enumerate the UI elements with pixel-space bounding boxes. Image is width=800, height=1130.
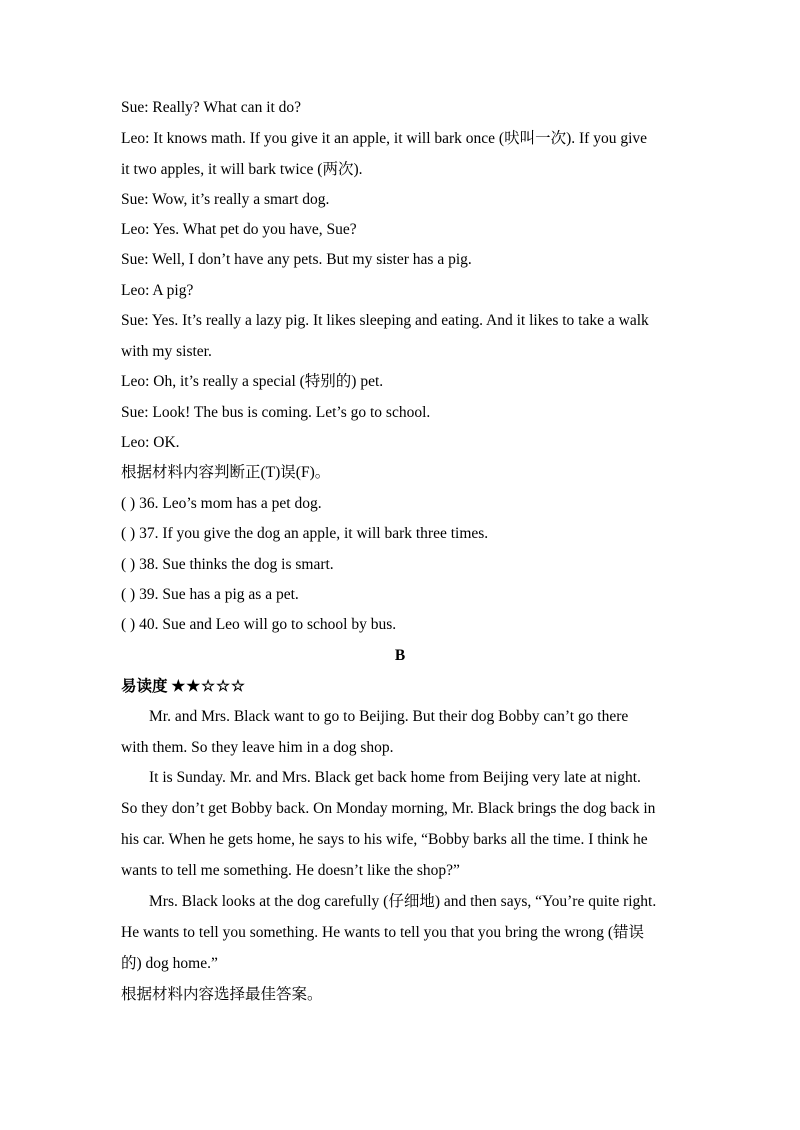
difficulty-label: 易读度 bbox=[121, 678, 168, 695]
passage-line: his car. When he gets home, he says to his wife, “Bobby barks all the time. I think he bbox=[121, 831, 648, 848]
dialogue-line: Sue: Well, I don’t have any pets. But my sister has a pig. bbox=[121, 251, 472, 268]
true-false-instruction: 根据材料内容判断正(T)误(F)。 bbox=[121, 464, 331, 481]
question-item: ( ) 36. Leo’s mom has a pet dog. bbox=[121, 495, 322, 512]
difficulty-stars-icon: ★★☆☆☆ bbox=[171, 678, 246, 695]
dialogue-line: it two apples, it will bark twice (两次). bbox=[121, 161, 363, 178]
difficulty-rating bbox=[121, 677, 701, 697]
passage-line: So they don’t get Bobby back. On Monday morning, Mr. Black brings the dog back in bbox=[121, 800, 656, 817]
passage-line: It is Sunday. Mr. and Mrs. Black get back home from Beijing very late at night. bbox=[149, 769, 641, 786]
question-item: ( ) 39. Sue has a pig as a pet. bbox=[121, 586, 299, 603]
dialogue-line: Sue: Look! The bus is coming. Let’s go to school. bbox=[121, 404, 431, 421]
passage-line: wants to tell me something. He doesn’t like the shop?” bbox=[121, 862, 460, 879]
question-item: ( ) 37. If you give the dog an apple, it will bark three times. bbox=[121, 525, 489, 542]
dialogue-line: Leo: Yes. What pet do you have, Sue? bbox=[121, 221, 357, 238]
passage-line: Mrs. Black looks at the dog carefully (仔细地) and then says, “You’re quite right. bbox=[149, 893, 657, 910]
passage-line: with them. So they leave him in a dog shop. bbox=[121, 739, 394, 756]
dialogue-line: Leo: A pig? bbox=[121, 282, 194, 299]
dialogue-line: with my sister. bbox=[121, 343, 212, 360]
section-heading: B bbox=[394, 647, 406, 664]
dialogue-line: Sue: Yes. It’s really a lazy pig. It likes sleeping and eating. And it likes to take a walk bbox=[121, 312, 649, 329]
dialogue-line: Sue: Wow, it’s really a smart dog. bbox=[121, 191, 330, 208]
dialogue-line: Sue: Really? What can it do? bbox=[121, 99, 302, 116]
dialogue-line: Leo: OK. bbox=[121, 434, 180, 451]
multiple-choice-instruction: 根据材料内容选择最佳答案。 bbox=[121, 986, 323, 1003]
passage-line: Mr. and Mrs. Black want to go to Beijing. But their dog Bobby can’t go there bbox=[149, 708, 629, 725]
question-item: ( ) 38. Sue thinks the dog is smart. bbox=[121, 556, 334, 573]
question-item: ( ) 40. Sue and Leo will go to school by bus. bbox=[121, 616, 397, 633]
dialogue-line: Leo: It knows math. If you give it an apple, it will bark once (吠叫一次). If you give bbox=[121, 130, 648, 147]
passage-line: He wants to tell you something. He wants to tell you that you bring the wrong (错误 bbox=[121, 924, 645, 941]
passage-line: 的) dog home.” bbox=[121, 955, 218, 972]
dialogue-line: Leo: Oh, it’s really a special (特别的) pet. bbox=[121, 373, 384, 390]
